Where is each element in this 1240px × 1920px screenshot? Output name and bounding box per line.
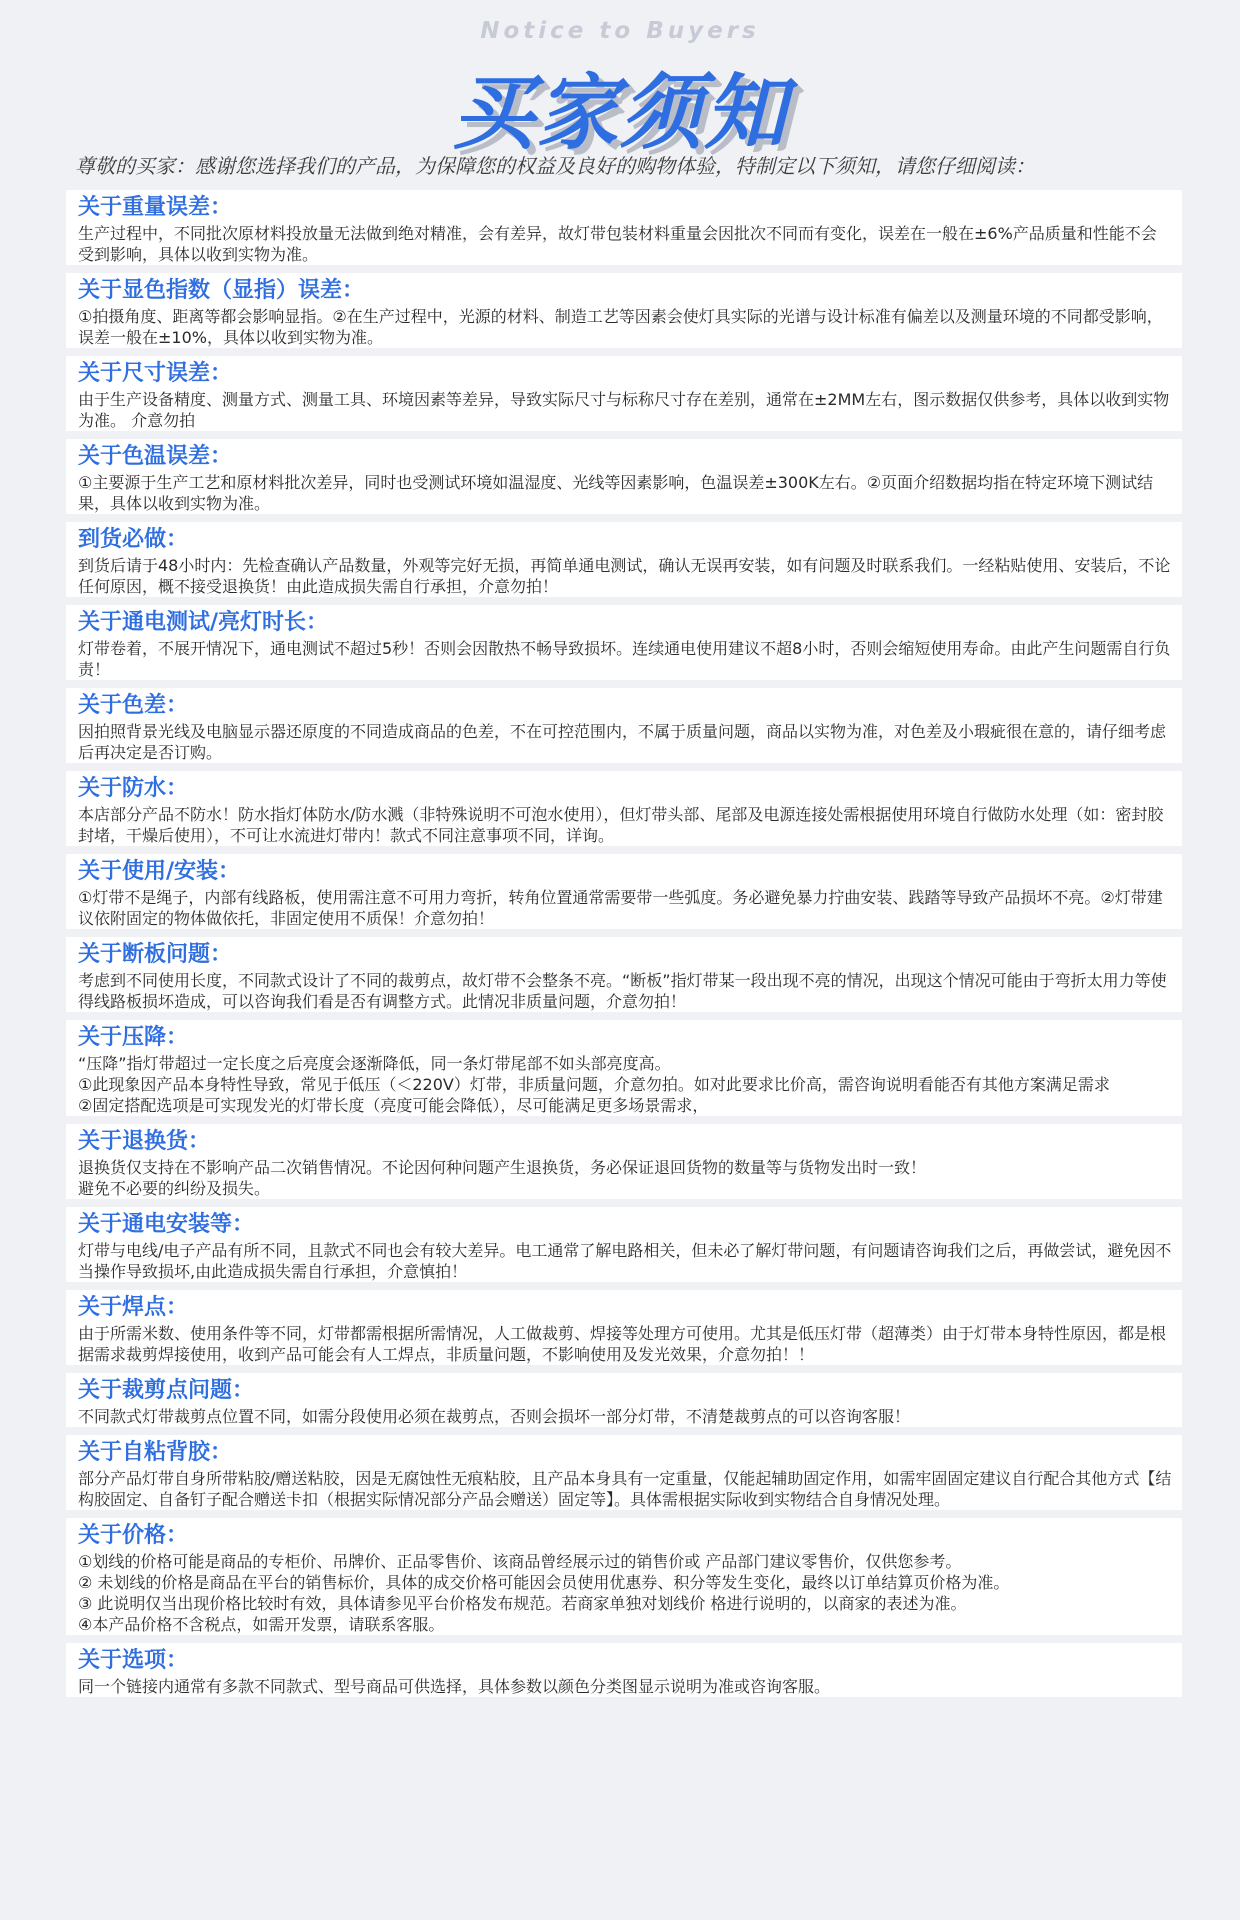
section-body-line: 由于生产设备精度、测量方式、测量工具、环境因素等差异，导致实际尺寸与标称尺寸存在差别，通常在±2MM左右，图示数据仅供参考，具体以收到实物为准。 介意勿拍 (78, 390, 1170, 430)
notice-section (66, 771, 1182, 846)
notice-section (66, 1124, 1182, 1199)
section-body (78, 223, 1172, 265)
section-body-line: ①灯带不是绳子，内部有线路板，使用需注意不可用力弯折，转角位置通常需要带一些弧度。务必避免暴力拧曲安装、践踏等导致产品损坏不亮。②灯带建议依附固定的物体做依托，非固定使用不质保！介意勿拍！ (78, 888, 1163, 928)
section-title: 关于显色指数（显指）误差： (78, 278, 365, 303)
section-title: 关于使用/安装： (78, 859, 241, 884)
section-body (78, 472, 1172, 514)
notice-section (66, 1207, 1182, 1282)
section-body-line: 由于所需米数、使用条件等不同，灯带都需根据所需情况，人工做裁剪、焊接等处理方可使用。尤其是低压灯带（超薄类）由于灯带本身特性原因，都是根据需求裁剪焊接使用，收到产品可能会有人工焊点，非质量问题，不影响使用及发光效果，介意勿拍！！ (78, 1324, 1167, 1364)
section-body (78, 306, 1172, 348)
section-body (78, 1468, 1172, 1510)
notice-section (66, 190, 1182, 265)
section-body (78, 555, 1172, 597)
section-body (78, 1240, 1172, 1282)
section-body-line: “压降”指灯带超过一定长度之后亮度会逐渐降低，同一条灯带尾部不如头部亮度高。 (78, 1054, 671, 1073)
notice-section (66, 854, 1182, 929)
section-body-line: 本店部分产品不防水！防水指灯体防水/防水溅（非特殊说明不可泡水使用），但灯带头部、尾部及电源连接处需根据使用环境自行做防水处理（如：密封胶封堵，干燥后使用），不可让水流进灯带内！款式不同注意事项不同，详询。 (78, 805, 1164, 845)
section-body (78, 1157, 1172, 1199)
section-body (78, 389, 1172, 431)
section-title: 关于通电测试/亮灯时长： (78, 610, 329, 635)
section-body (78, 1053, 1172, 1116)
section-body-line: 退换货仅支持在不影响产品二次销售情况。不论因何种问题产生退换货，务必保证退回货物的数量等与货物发出时一致！ (78, 1158, 927, 1177)
header (0, 0, 1240, 190)
section-body (78, 1551, 1172, 1635)
section-body-line: 因拍照背景光线及电脑显示器还原度的不同造成商品的色差，不在可控范围内，不属于质量问题，商品以实物为准，对色差及小瑕疵很在意的，请仔细考虑后再决定是否订购。 (78, 722, 1167, 762)
section-body-line: ④本产品价格不含税点，如需开发票，请联系客服。 (78, 1615, 445, 1634)
notice-section (66, 1020, 1182, 1116)
section-title: 关于防水： (78, 776, 189, 801)
intro-text: 尊敬的买家：感谢您选择我们的产品，为保障您的权益及良好的购物体验，特制定以下须知，请您仔细阅读： (75, 154, 1035, 178)
section-title: 关于价格： (78, 1523, 189, 1548)
section-body-line: 考虑到不同使用长度，不同款式设计了不同的裁剪点，故灯带不会整条不亮。“断板”指灯带某一段出现不亮的情况，出现这个情况可能由于弯折太用力等使得线路板损坏造成，可以咨询我们看是否有调整方式。此情况非质量问题，介意勿拍！ (78, 971, 1167, 1011)
section-title: 关于退换货： (78, 1129, 211, 1154)
notice-section (66, 605, 1182, 680)
notice-section (66, 1435, 1182, 1510)
section-body-line: 部分产品灯带自身所带粘胶/赠送粘胶，因是无腐蚀性无痕粘胶，且产品本身具有一定重量，仅能起辅助固定作用，如需牢固固定建议自行配合其他方式【结构胶固定、自备钉子配合赠送卡扣（根据实际情况部分产品会赠送）固定等】。具体需根据实际收到实物结合自身情况处理。 (78, 1469, 1172, 1509)
section-body-line: 到货后请于48小时内：先检查确认产品数量，外观等完好无损，再简单通电测试，确认无误再安装，如有问题及时联系我们。一经粘贴使用、安装后，不论任何原因，概不接受退换货！由此造成损失需自行承担，介意勿拍！ (78, 556, 1171, 596)
section-title: 关于色差： (78, 693, 189, 718)
section-title: 关于重量误差： (78, 195, 233, 220)
section-body (78, 721, 1172, 763)
section-body (78, 970, 1172, 1012)
section-body-line: ①此现象因产品本身特性导致，常见于低压（＜220V）灯带，非质量问题，介意勿拍。如对此要求比价高，需咨询说明看能否有其他方案满足需求 (78, 1075, 1110, 1094)
section-body-line: ①划线的价格可能是商品的专柜价、吊牌价、正品零售价、该商品曾经展示过的销售价或 产品部门建议零售价，仅供您参考。 (78, 1552, 962, 1571)
section-title: 关于自粘背胶： (78, 1440, 233, 1465)
section-title: 关于断板问题： (78, 942, 233, 967)
section-title: 关于焊点： (78, 1295, 189, 1320)
section-body-line: 避免不必要的纠纷及损失。 (78, 1179, 271, 1198)
notice-section (66, 1643, 1182, 1697)
section-body-line: 生产过程中，不同批次原材料投放量无法做到绝对精准，会有差异，故灯带包装材料重量会因批次不同而有变化，误差在一般在±6%产品质量和性能不会受到影响，具体以收到实物为准。 (78, 224, 1157, 264)
section-body-line: ①拍摄角度、距离等都会影响显指。②在生产过程中，光源的材料、制造工艺等因素会使灯具实际的光谱与设计标准有偏差以及测量环境的不同都受影响，误差一般在±10%，具体以收到实物为准。 (78, 307, 1163, 347)
section-body-line: ② 未划线的价格是商品在平台的销售标价，具体的成交价格可能因会员使用优惠券、积分等发生变化，最终以订单结算页价格为准。 (78, 1573, 1010, 1592)
section-title: 到货必做： (78, 527, 189, 552)
section-body (78, 887, 1172, 929)
section-body (78, 638, 1172, 680)
section-body-line: 灯带卷着，不展开情况下，通电测试不超过5秒！否则会因散热不畅导致损坏。连续通电使用建议不超8小时，否则会缩短使用寿命。由此产生问题需自行负责！ (78, 639, 1171, 679)
section-body-line: 灯带与电线/电子产品有所不同，且款式不同也会有较大差异。电工通常了解电路相关，但未必了解灯带问题，有问题请咨询我们之后，再做尝试，避免因不当操作导致损坏,由此造成损失需自行承担，介意慎拍！ (78, 1241, 1172, 1281)
section-body-line: 不同款式灯带裁剪点位置不同，如需分段使用必须在裁剪点，否则会损坏一部分灯带，不清楚裁剪点的可以咨询客服！ (78, 1407, 911, 1426)
page-title: 买家须知 (452, 66, 788, 161)
section-title: 关于色温误差： (78, 444, 233, 469)
section-body (78, 1406, 1172, 1427)
notice-section (66, 356, 1182, 431)
notice-section (66, 1373, 1182, 1427)
notice-section (66, 273, 1182, 348)
notice-section (66, 1290, 1182, 1365)
notice-section (66, 1518, 1182, 1635)
section-body (78, 1323, 1172, 1365)
section-title: 关于尺寸误差： (78, 361, 233, 386)
section-title: 关于压降： (78, 1025, 189, 1050)
section-body (78, 804, 1172, 846)
notice-section (66, 937, 1182, 1012)
section-body-line: 同一个链接内通常有多款不同款式、型号商品可供选择，具体参数以颜色分类图显示说明为准或咨询客服。 (78, 1677, 831, 1696)
notice-section (66, 522, 1182, 597)
section-title: 关于裁剪点问题： (78, 1378, 255, 1403)
section-body-line: ①主要源于生产工艺和原材料批次差异，同时也受测试环境如温湿度、光线等因素影响，色温误差±300K左右。②页面介绍数据均指在特定环境下测试结果，具体以收到实物为准。 (78, 473, 1154, 513)
notice-sections (66, 190, 1182, 1705)
notice-section (66, 688, 1182, 763)
section-body (78, 1676, 1172, 1697)
section-body-line: ②固定搭配选项是可实现发光的灯带长度（亮度可能会降低），尽可能满足更多场景需求， (78, 1096, 709, 1115)
page-subtitle: Notice to Buyers (480, 18, 760, 44)
section-title: 关于通电安装等： (78, 1212, 255, 1237)
section-title: 关于选项： (78, 1648, 189, 1673)
section-body-line: ③ 此说明仅当出现价格比较时有效，具体请参见平台价格发布规范。若商家单独对划线价 格进行说明的，以商家的表述为准。 (78, 1594, 967, 1613)
notice-section (66, 439, 1182, 514)
